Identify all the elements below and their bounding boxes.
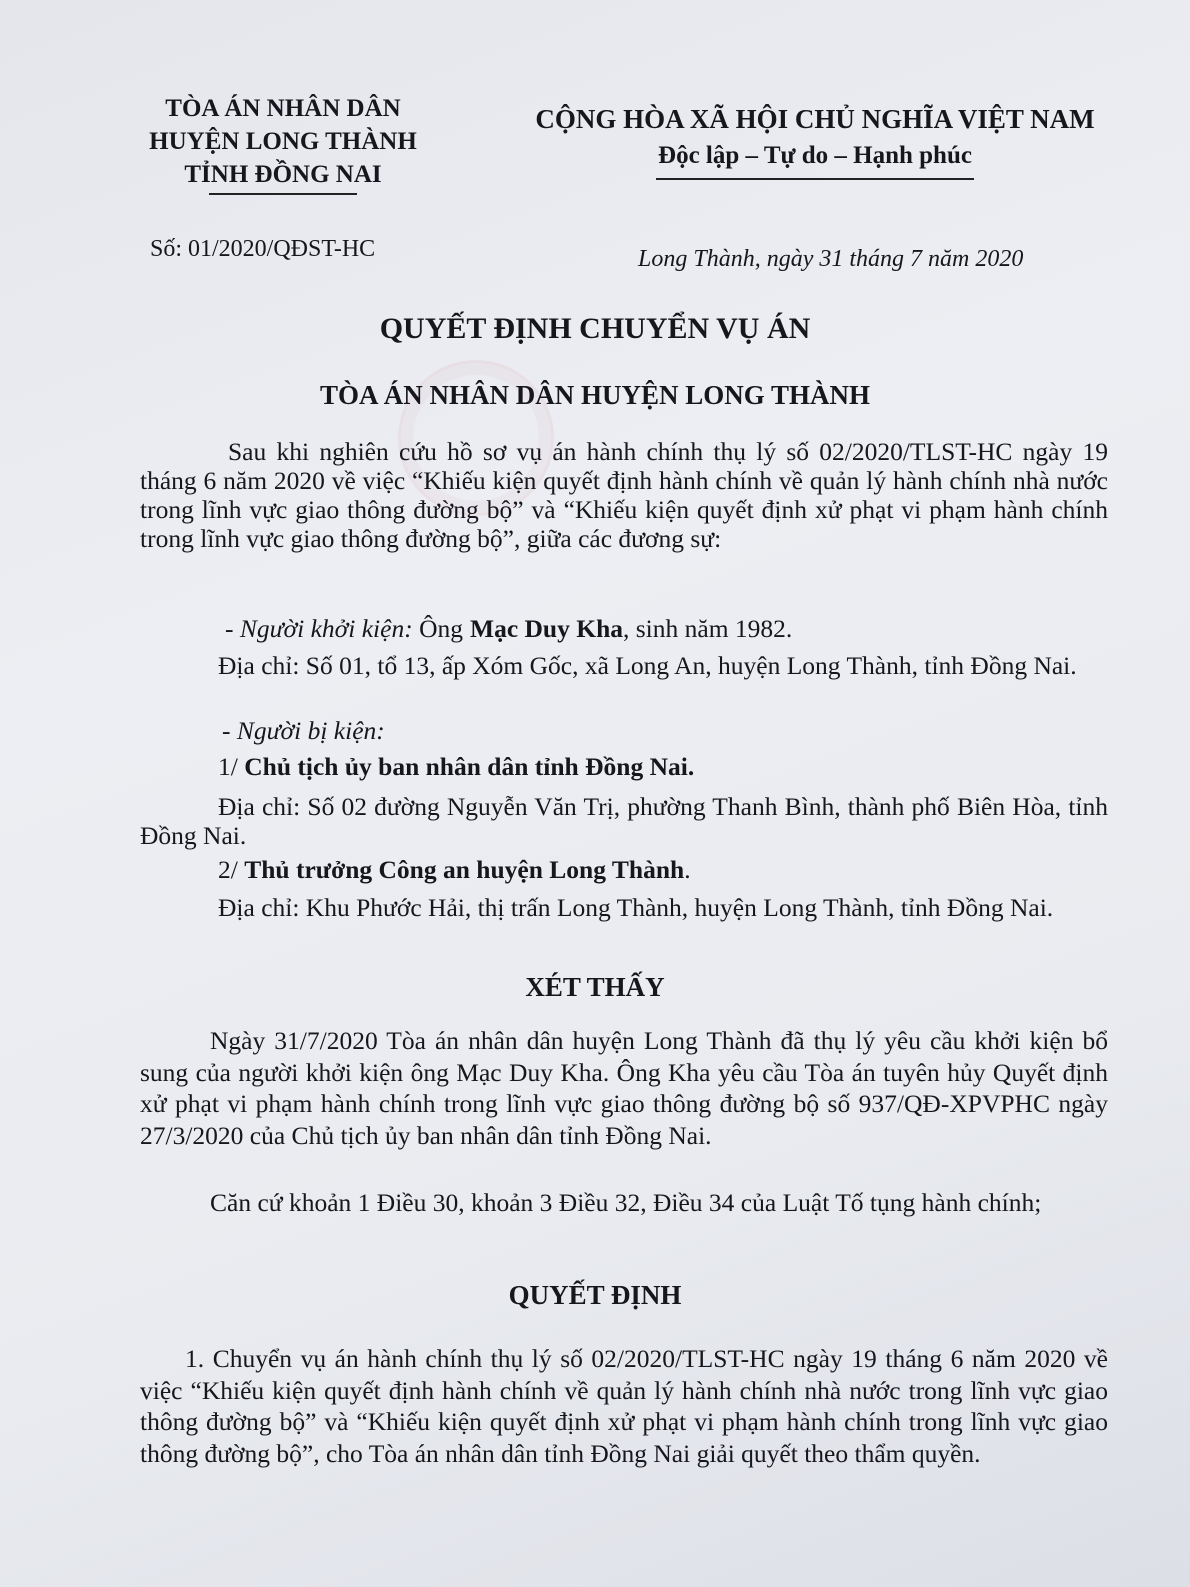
defendant-2-number: 2/ — [218, 855, 238, 884]
national-header — [520, 100, 1110, 180]
defendant-1-name: Chủ tịch ủy ban nhân dân tỉnh Đồng Nai. — [244, 752, 695, 781]
national-motto: Độc lập – Tự do – Hạnh phúc — [656, 138, 974, 180]
findings-heading: XÉT THẤY — [525, 972, 665, 1002]
intro-paragraph: Sau khi nghiên cứu hồ sơ vụ án hành chính thụ lý số 02/2020/TLST-HC ngày 19 tháng 6 năm 2020 về việc “Khiếu kiện quyết định hành chính về quản lý hành chính nhà nước trong lĩnh vực giao thông đường bộ” và “Khiếu kiện quyết định xử phạt vi phạm hành chính trong lĩnh vực giao thông đường bộ”, giữa các đương sự: — [140, 437, 1108, 553]
findings-paragraph-1: Ngày 31/7/2020 Tòa án nhân dân huyện Long Thành đã thụ lý yêu cầu khởi kiện bổ sung của người khởi kiện ông Mạc Duy Kha. Ông Kha yêu cầu Tòa án tuyên hủy Quyết định xử phạt vi phạm hành chính trong lĩnh vực giao thông đường bộ số 937/QĐ-XPVPHC ngày 27/3/2020 của Chủ tịch ủy ban nhân dân tỉnh Đồng Nai. — [140, 1026, 1108, 1150]
court-line-1: TÒA ÁN NHÂN DÂN — [165, 95, 401, 122]
findings-paragraph-2: Căn cứ khoản 1 Điều 30, khoản 3 Điều 32, Điều 34 của Luật Tố tụng hành chính; — [210, 1188, 1042, 1217]
plaintiff-prefix: Ông — [419, 614, 463, 643]
defendants-label: - Người bị kiện: — [222, 716, 385, 745]
decision-heading: QUYẾT ĐỊNH — [508, 1280, 682, 1310]
defendant-2-name: Thủ trưởng Công an huyện Long Thành — [244, 855, 685, 884]
defendant-1-address: Địa chỉ: Số 02 đường Nguyễn Văn Trị, phường Thanh Bình, thành phố Biên Hòa, tỉnh Đồng Nai. — [140, 792, 1108, 850]
republic-name: CỘNG HÒA XÃ HỘI CHỦ NGHĨA VIỆT NAM — [535, 104, 1095, 134]
place-and-date: Long Thành, ngày 31 tháng 7 năm 2020 — [638, 246, 1024, 272]
defendant-2-dot: . — [684, 855, 691, 884]
document-number: Số: 01/2020/QĐST-HC — [150, 236, 376, 262]
defendant-1-number: 1/ — [218, 752, 238, 781]
plaintiff-label: - Người khởi kiện: — [225, 614, 413, 643]
defendant-2-line — [218, 855, 691, 885]
issuing-court: TÒA ÁN NHÂN DÂN HUYỆN LONG THÀNH — [319, 380, 871, 410]
decision-item-1: 1. Chuyển vụ án hành chính thụ lý số 02/2020/TLST-HC ngày 19 tháng 6 năm 2020 về việc “Khiếu kiện quyết định hành chính về quản lý hành chính nhà nước trong lĩnh vực giao thông đường bộ” và “Khiếu kiện quyết định xử phạt vi phạm hành chính trong lĩnh vực giao thông đường bộ”, cho Tòa án nhân dân tỉnh Đồng Nai giải quyết theo thẩm quyền. — [140, 1344, 1108, 1468]
plaintiff-line — [225, 614, 792, 644]
court-header — [128, 92, 438, 195]
court-header-underline — [209, 193, 357, 195]
defendant-1-line — [218, 752, 694, 782]
plaintiff-address: Địa chỉ: Số 01, tổ 13, ấp Xóm Gốc, xã Long An, huyện Long Thành, tỉnh Đồng Nai. — [218, 651, 1077, 680]
court-line-3: TỈNH ĐỒNG NAI — [184, 161, 382, 188]
defendant-2-address: Địa chỉ: Khu Phước Hải, thị trấn Long Thành, huyện Long Thành, tỉnh Đồng Nai. — [218, 893, 1054, 922]
plaintiff-suffix: , sinh năm 1982. — [623, 614, 793, 643]
plaintiff-name: Mạc Duy Kha — [470, 614, 623, 643]
document-title: QUYẾT ĐỊNH CHUYỂN VỤ ÁN — [379, 312, 811, 345]
court-line-2: HUYỆN LONG THÀNH — [149, 128, 417, 155]
